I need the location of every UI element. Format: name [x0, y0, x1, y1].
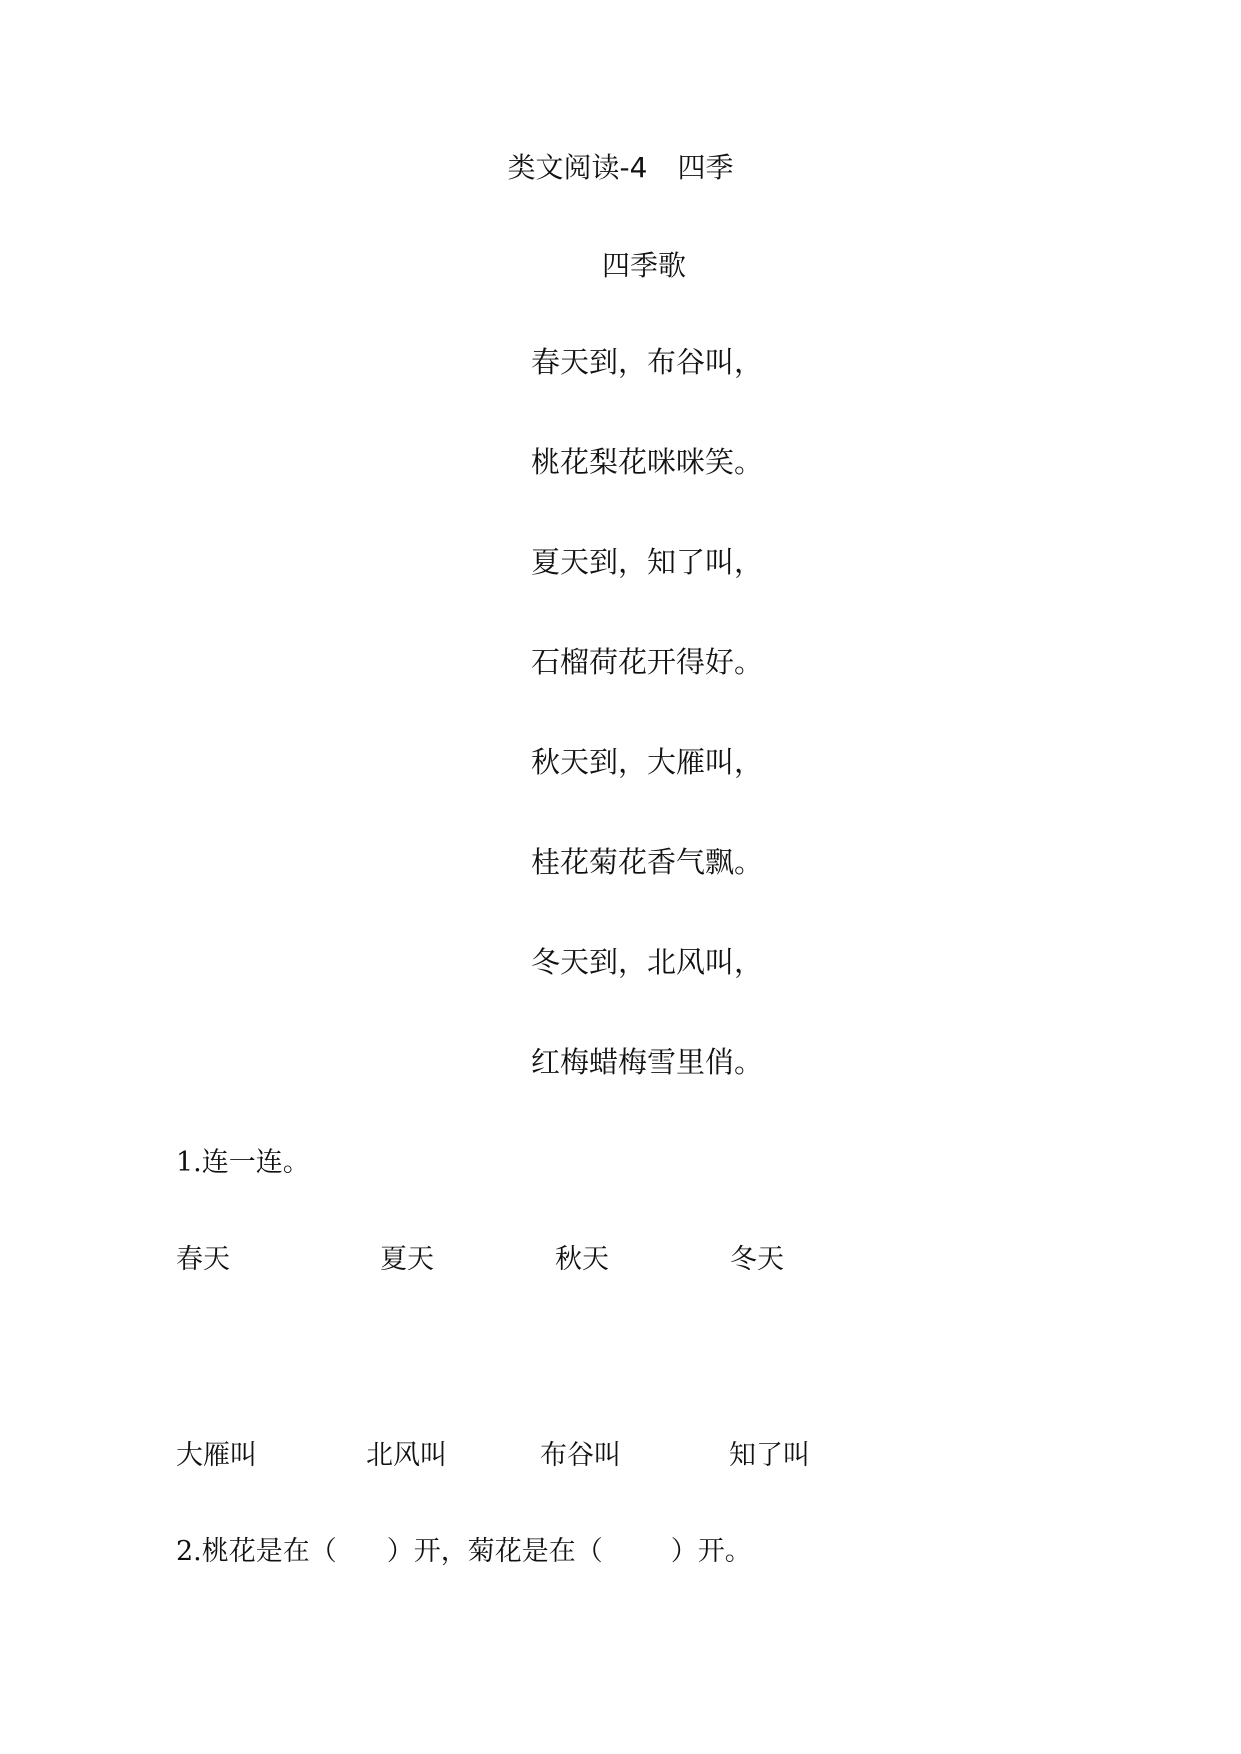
poem-line: 石榴荷花开得好。 — [531, 645, 764, 679]
question-1-prompt: 1.连一连。 — [176, 1147, 310, 1178]
poem-line: 冬天到，北风叫， — [531, 945, 764, 979]
question-2-part1: 2.桃花是在（ — [176, 1536, 337, 1567]
season-option-spring: 春天 — [176, 1244, 230, 1275]
title-part1: 类文阅读-4 — [507, 151, 648, 184]
question-2 — [176, 1538, 752, 1565]
poem-line: 桂花菊花香气飘。 — [531, 845, 764, 879]
season-option-winter: 冬天 — [730, 1244, 784, 1275]
season-option-summer: 夏天 — [380, 1244, 434, 1275]
question-2-part2: ）开，菊花是在（ — [386, 1536, 603, 1567]
sound-option-cicada: 知了叫 — [729, 1440, 810, 1471]
sound-option-north-wind: 北风叫 — [366, 1440, 447, 1471]
poem-line: 桃花梨花咪咪笑。 — [531, 445, 764, 479]
season-option-autumn: 秋天 — [555, 1244, 609, 1275]
sound-option-cuckoo: 布谷叫 — [540, 1440, 621, 1471]
poem-line: 秋天到，大雁叫， — [531, 745, 764, 779]
title-part2: 四季 — [677, 151, 734, 184]
sound-option-geese: 大雁叫 — [176, 1440, 257, 1471]
worksheet-title — [0, 151, 1241, 184]
question-2-part3: ）开。 — [670, 1536, 752, 1567]
poem-title: 四季歌 — [602, 249, 687, 282]
poem-line: 春天到，布谷叫， — [531, 345, 764, 379]
poem-line: 夏天到，知了叫， — [531, 545, 764, 579]
poem-line: 红梅蜡梅雪里俏。 — [531, 1045, 764, 1079]
